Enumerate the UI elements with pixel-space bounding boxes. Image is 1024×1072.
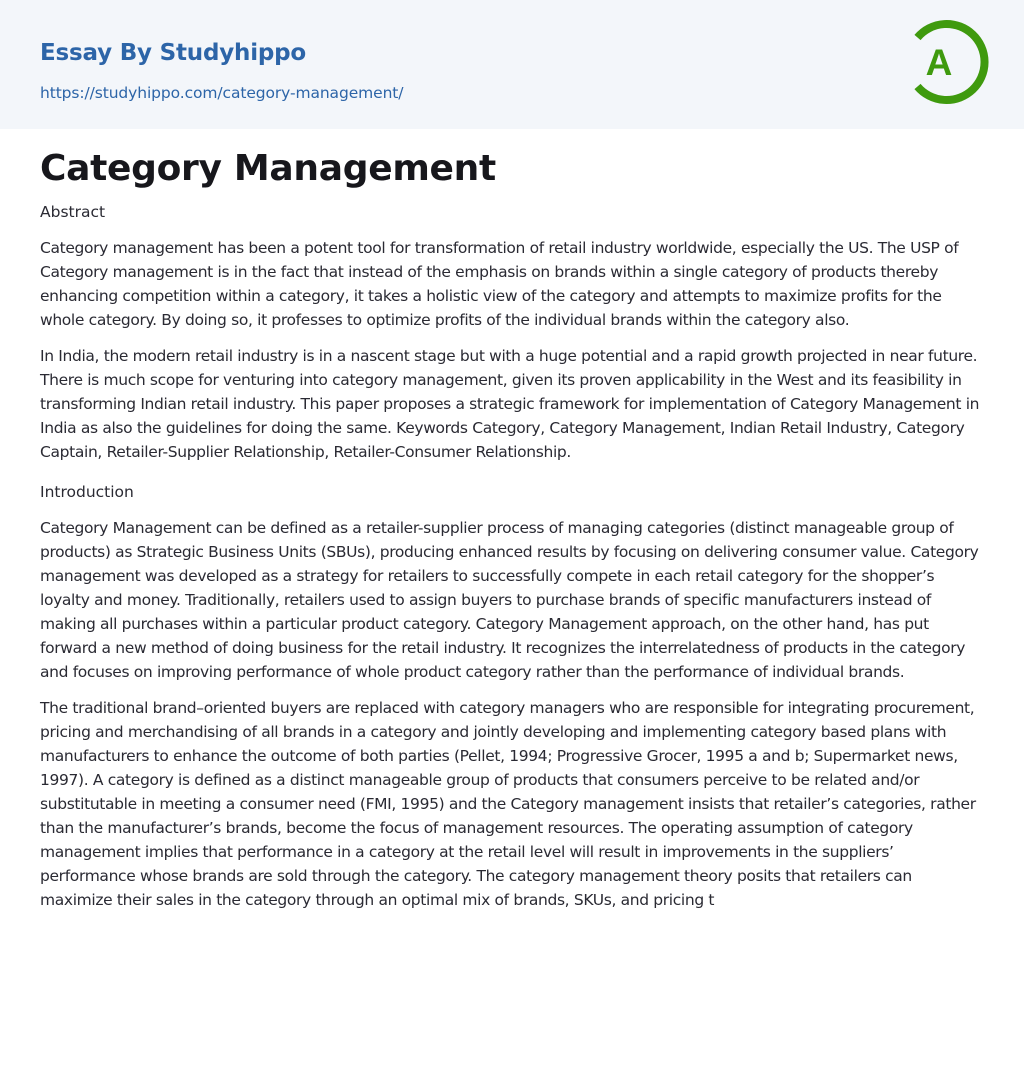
introduction-paragraph-1: Category Management can be defined as a retailer-supplier process of managing categories (distinct manageable group of products) as Strategic Business Units (SBUs), producing enhanced results by focusing on delivering consumer value. Category management was developed as a strategy for retailers to successfully compete in each retail category for the shopper’s loyalty and money. Traditionally, retailers used to assign buyers to purchase brands of specific manufacturers instead of making all purchases within a particular product category. Category Management approach, on the other hand, has put forward a new method of doing business for the retail industry. It recognizes the interrelatedness of products in the category and focuses on improving performance of whole product category rather than the performance of individual brands. <box>40 519 979 681</box>
abstract-paragraph-1: Category management has been a potent tool for transformation of retail industry worldwide, especially the US. The USP of Category management is in the fact that instead of the emphasis on brands within a single category of products thereby enhancing competition within a category, it takes a holistic view of the category and attempts to maximize profits for the whole category. By doing so, it professes to optimize profits of the individual brands within the category also. <box>40 239 959 329</box>
studyhippo-logo-icon[interactable] <box>904 18 990 106</box>
article <box>0 148 1024 912</box>
section-heading-abstract: Abstract <box>40 203 106 221</box>
essay-url-link[interactable]: https://studyhippo.com/category-management/ <box>40 84 404 102</box>
site-header <box>0 0 1024 129</box>
brand-title: Essay By Studyhippo <box>40 40 307 66</box>
logo-letter: A <box>925 42 953 83</box>
introduction-paragraph-2: The traditional brand–oriented buyers are replaced with category managers who are responsible for integrating procurement, pricing and merchandising of all brands in a category and jointly developing and implementing category based plans with manufacturers to enhance the outcome of both parties (Pellet, 1994; Progressive Grocer, 1995 a and b; Supermarket news, 1997). A category is defined as a distinct manageable group of products that consumers perceive to be related and/or substitutable in meeting a consumer need (FMI, 1995) and the Category management insists that retailer’s categories, rather than the manufacturer’s brands, become the focus of management resources. The operating assumption of category management implies that performance in a category at the retail level will result in improvements in the suppliers’ performance whose brands are sold through the category. The category management theory posits that retailers can maximize their sales in the category through an optimal mix of brands, SKUs, and pricing t <box>40 699 976 909</box>
section-heading-introduction: Introduction <box>40 483 134 501</box>
abstract-paragraph-2: In India, the modern retail industry is in a nascent stage but with a huge potential and a rapid growth projected in near future. There is much scope for venturing into category management, given its proven applicability in the West and its feasibility in transforming Indian retail industry. This paper proposes a strategic framework for implementation of Category Management in India as also the guidelines for doing the same. Keywords Category, Category Management, Indian Retail Industry, Category Captain, Retailer-Supplier Relationship, Retailer-Consumer Relationship. <box>40 347 980 461</box>
page-title: Category Management <box>40 148 496 189</box>
